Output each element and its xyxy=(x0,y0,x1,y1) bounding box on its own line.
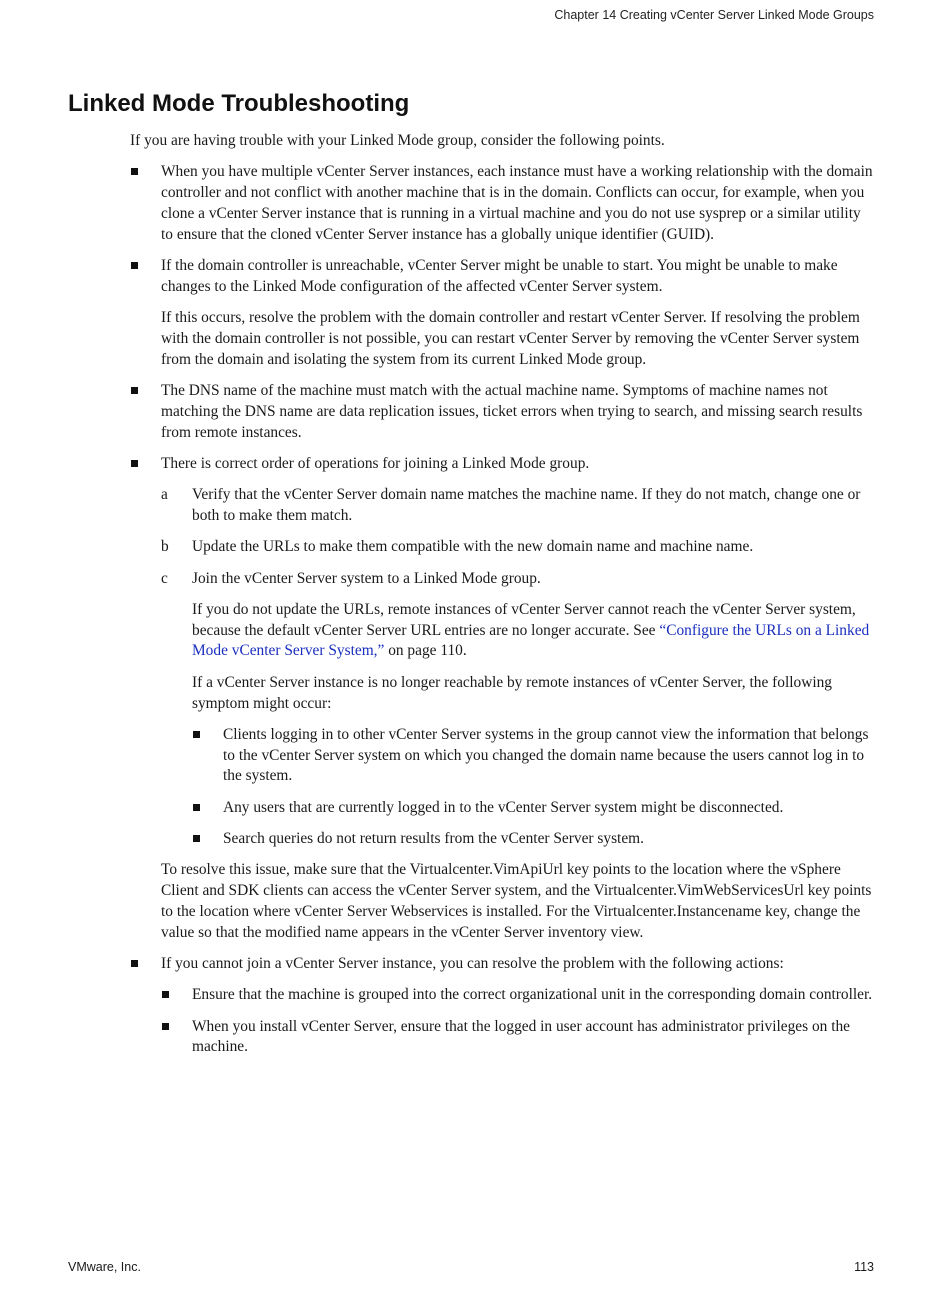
bullet-square-icon xyxy=(131,960,138,967)
step-text: Verify that the vCenter Server domain name matches the machine name. If they do not match, change one or both to make them match. xyxy=(192,486,861,524)
cross-reference-link[interactable]: “Configure the URLs on a Linked Mode vCenter Server System,” xyxy=(192,621,870,660)
step-note xyxy=(192,600,876,662)
action-text: When you install vCenter Server, ensure that the logged in user account has administrator privileges on the machine. xyxy=(192,1017,851,1056)
bullet-square-icon xyxy=(131,168,138,175)
step-letter: b xyxy=(161,538,169,556)
bullet-item xyxy=(130,954,876,1058)
resolution-paragraph: To resolve this issue, make sure that the Virtualcenter.VimApiUrl key points to the location where the vSphere Client and SDK clients can access the vCenter Server system, and the Virtualcenter.VimWebServicesUrl key points to the location where vCenter Server Webservices is installed. For the Virtualcenter.Instancename key, change the value so that the modified name appears in the vCenter Server inventory view. xyxy=(161,861,872,941)
bullet-text: If you cannot join a vCenter Server instance, you can resolve the problem with the following actions: xyxy=(161,955,784,972)
step-text: Update the URLs to make them compatible with the new domain name and machine name. xyxy=(192,538,754,556)
note-text: on page 110. xyxy=(384,642,467,660)
bullet-square-icon xyxy=(131,262,138,269)
bullet-square-icon xyxy=(193,835,200,842)
bullet-text: If the domain controller is unreachable, vCenter Server might be unable to start. You might be unable to make changes to the Linked Mode configuration of the affected vCenter Server system. xyxy=(161,256,838,295)
bullet-text: When you have multiple vCenter Server instances, each instance must have a working relationship with the domain controller and not conflict with another machine that is in the domain. Conflicts can occur, for example, when you clone a vCenter Server instance that is running in a virtual machine and you do not use sysprep or a similar utility to ensure that the cloned vCenter Server instance has a globally unique identifier (GUID). xyxy=(161,163,873,243)
bullet-text: There is correct order of operations for joining a Linked Mode group. xyxy=(161,454,590,472)
action-item xyxy=(161,985,876,1006)
step-text: Join the vCenter Server system to a Linked Mode group. xyxy=(192,569,541,587)
footer-company: VMware, Inc. xyxy=(68,1260,141,1274)
bullet-text: The DNS name of the machine must match with the actual machine name. Symptoms of machine names not matching the DNS name are data replication issues, ticket errors when trying to search, and missing search results from remote instances. xyxy=(161,381,863,441)
bullet-square-icon xyxy=(193,804,200,811)
note-text: If you do not update the URLs, remote instances of vCenter Server cannot reach the vCenter Server system, because the default vCenter Server URL entries are no longer accurate. See xyxy=(192,600,856,639)
symptom-text: Search queries do not return results from the vCenter Server system. xyxy=(223,830,644,848)
symptom-item xyxy=(192,829,876,850)
bullet-followup-text: If this occurs, resolve the problem with the domain controller and restart vCenter Server. If resolving the problem with the domain controller is not possible, you can restart vCenter Server by removing the vCenter Server system from the domain and isolating the system from its current Linked Mode group. xyxy=(161,309,860,368)
step-letter: c xyxy=(161,569,168,587)
section-body xyxy=(130,131,876,1069)
symptom-item xyxy=(192,725,876,787)
step-item xyxy=(161,485,876,527)
bullet-square-icon xyxy=(193,731,200,738)
page-number: 113 xyxy=(854,1260,874,1274)
section-title: Linked Mode Troubleshooting xyxy=(68,90,410,117)
bullet-item xyxy=(130,256,876,370)
bullet-square-icon xyxy=(131,387,138,394)
running-header: Chapter 14 Creating vCenter Server Linked Mode Groups xyxy=(554,8,874,22)
symptom-intro: If a vCenter Server instance is no longer reachable by remote instances of vCenter Server, the following symptom might occur: xyxy=(192,673,833,712)
bullet-square-icon xyxy=(162,991,169,998)
symptom-text: Any users that are currently logged in to the vCenter Server system might be disconnected. xyxy=(223,798,784,816)
step-letter: a xyxy=(161,486,168,504)
symptom-text: Clients logging in to other vCenter Server systems in the group cannot view the information that belongs to the vCenter Server system on which you changed the domain name because the users cannot log in to the system. xyxy=(223,725,869,785)
bullet-item xyxy=(130,454,876,944)
action-text: Ensure that the machine is grouped into the correct organizational unit in the corresponding domain controller. xyxy=(192,986,873,1004)
intro-paragraph: If you are having trouble with your Linked Mode group, consider the following points. xyxy=(130,132,665,149)
bullet-item xyxy=(130,162,876,245)
action-item xyxy=(161,1017,876,1059)
bullet-square-icon xyxy=(131,460,138,467)
symptom-item xyxy=(192,798,876,819)
step-item xyxy=(161,537,876,558)
bullet-item xyxy=(130,381,876,443)
bullet-square-icon xyxy=(162,1023,169,1030)
step-item xyxy=(161,569,876,850)
